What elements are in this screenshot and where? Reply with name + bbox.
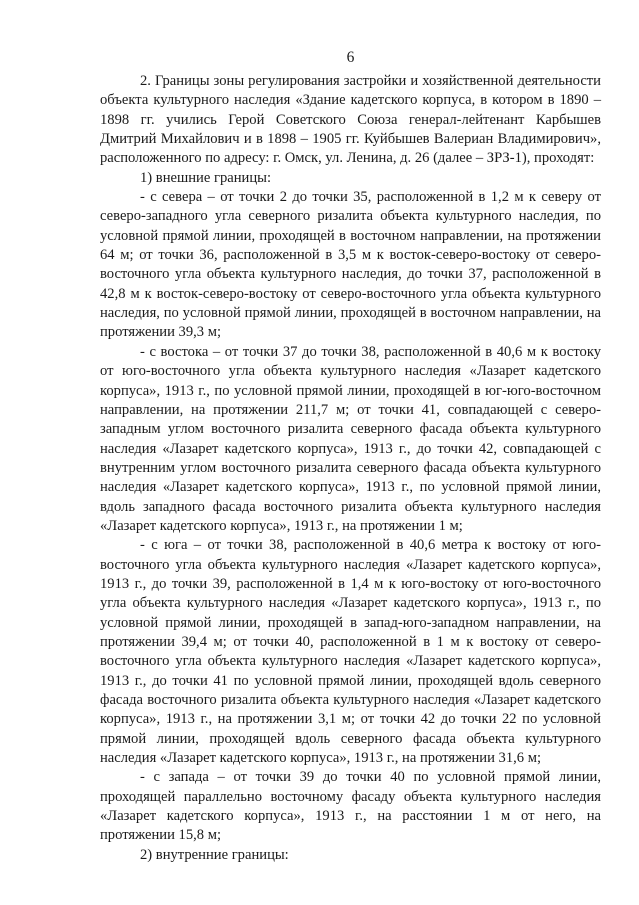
page-number: 6 xyxy=(346,49,355,66)
paragraph-east-boundary: - с востока – от точки 37 до точки 38, расположенной в 40,6 м к востоку от юго-восточного угла объекта культурного наследия «Лазарет кадетского корпуса», 1913 г., по условной прямой линии, проходящей в юг-юго-восточном направлении, на протяжении 211,7 м; от точки 41, совпадающей с северо-западным углом восточного ризалита северного фасада объекта культурного наследия «Лазарет кадетского корпуса», 1913 г., до точки 42, совпадающей с внутренним углом восточного ризалита северного фасада объекта культурного наследия «Лазарет кадетского корпуса», 1913 г., по условной прямой линии, вдоль западного фасада восточного ризалита объекта культурного наследия «Лазарет кадетского корпуса», 1913 г., на протяжении 1 м; xyxy=(100,343,601,534)
paragraph-internal-boundaries-heading: 2) внутренние границы: xyxy=(140,846,289,863)
paragraph-south-boundary: - с юга – от точки 38, расположенной в 40,6 метра к востоку от юго-восточного угла объекта культурного наследия «Лазарет кадетского корпуса», 1913 г., до точки 39, расположенной в 1,4 м к юго-востоку от юго-восточного угла объекта культурного наследия «Лазарет кадетского корпуса», 1913 г., по условной прямой линии, проходящей в запад-юго-западном направлении, на протяжении 39,4 м; от точки 40, расположенной в 1 м к востоку от северо-восточного угла объекта культурного наследия «Лазарет кадетского корпуса», 1913 г., до точки 41 по условной прямой линии, проходящей вдоль северного фасада восточного ризалита объекта культурного наследия «Лазарет кадетского корпуса», 1913 г., на протяжении 3,1 м; от точки 42 до точки 22 по условной прямой линии, проходящей вдоль северного фасада объекта культурного наследия «Лазарет кадетского корпуса», 1913 г., на протяжении 31,6 м; xyxy=(100,537,601,767)
paragraph-west-boundary: - с запада – от точки 39 до точки 40 по условной прямой линии, проходящей параллельно восточному фасаду объекта культурного наследия «Лазарет кадетского корпуса», 1913 г., на расстоянии 1 м от него, на протяжении 15,8 м; xyxy=(100,769,601,844)
paragraph-north-boundary: - с севера – от точки 2 до точки 35, расположенной в 1,2 м к северу от северо-западного угла северного ризалита объекта культурного наследия, по условной прямой линии, проходящей в восточном направлении, на протяжении 64 м; от точки 36, расположенной в 3,5 м к восток-северо-востоку от северо-восточного угла объекта культурного наследия, до точки 37, расположенной в 42,8 м к восток-северо-востоку от северо-восточного угла объекта культурного наследия, по условной прямой линии, проходящей в восточном направлении, на протяжении 39,3 м; xyxy=(100,189,601,341)
paragraph-external-boundaries-heading: 1) внешние границы: xyxy=(140,169,272,186)
document-body xyxy=(100,66,601,865)
paragraph-zrz-boundaries-intro: 2. Границы зоны регулирования застройки и хозяйственной деятельности объекта культурного наследия «Здание кадетского корпуса, в котором в 1890 – 1898 гг. учились Герой Советского Союза генерал-лейтенант Карбышев Дмитрий Михайлович и в 1898 – 1905 гг. Куйбышев Валериан Владимирович», расположенного по адресу: г. Омск, ул. Ленина, д. 26 (далее – ЗРЗ-1), проходят: xyxy=(100,73,601,167)
